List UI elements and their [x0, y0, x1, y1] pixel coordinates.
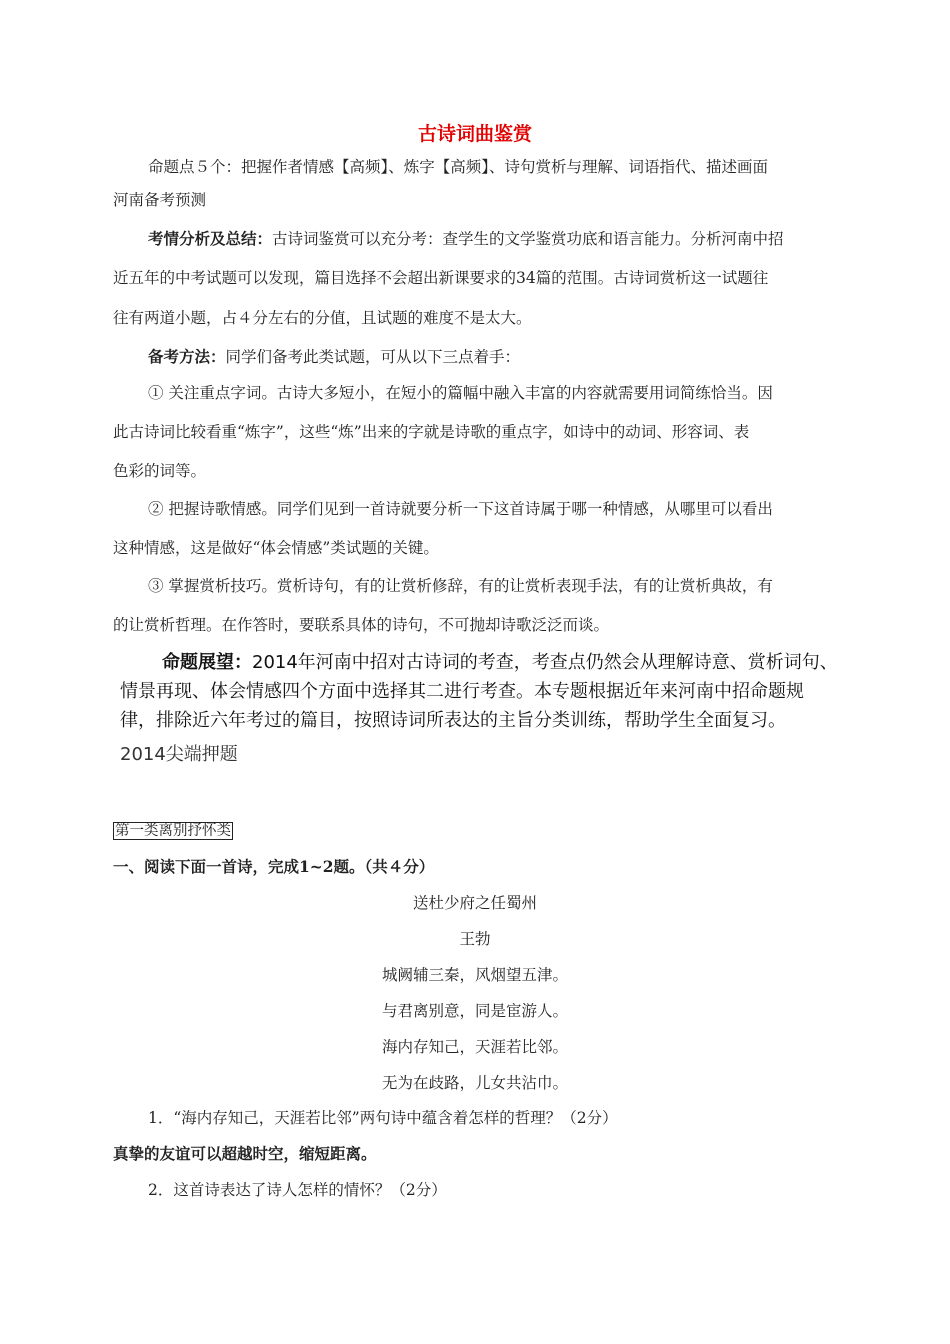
poem-line-4: 无为在歧路，儿女共沾巾。 [381, 1074, 568, 1092]
method-item-1-line-3: 色彩的词等。 [113, 462, 207, 480]
method-item-2-line-2: 这种情感，这是做好“体会情感”类试题的关键。 [113, 539, 439, 557]
method-item-2-line-1: ② 把握诗歌情感。同学们见到一首诗就要分析一下这首诗属于哪一种情感，从哪里可以看出 [148, 500, 773, 518]
method-label: 备考方法： [148, 347, 226, 366]
outlook-label: 命题展望： [162, 652, 252, 673]
question-header: 一、阅读下面一首诗，完成1~2题。（共４分） [113, 857, 435, 876]
poem-title: 送杜少府之任蜀州 [412, 894, 537, 912]
outlook-line-1 [162, 651, 838, 675]
method-item-1-line-2: 此古诗词比较看重“炼字”，这些“炼”出来的字就是诗歌的重点字，如诗中的动词、形容词、表 [113, 423, 750, 441]
forecast-heading: 河南备考预测 [113, 191, 207, 209]
category-heading [113, 820, 233, 841]
analysis-line-1 [148, 229, 784, 249]
method-item-3-line-1: ③ 掌握赏析技巧。赏析诗句，有的让赏析修辞，有的让赏析表现手法，有的让赏析典故，有 [148, 577, 773, 595]
analysis-text: 古诗词鉴赏可以充分考：查学生的文学鉴赏功底和语言能力。分析河南中招 [272, 230, 784, 248]
poem-line-3: 海内存知己，天涯若比邻。 [381, 1038, 568, 1056]
poem-line-2: 与君离别意，同是宦游人。 [381, 1002, 568, 1020]
question-1: 1．“海内存知己，天涯若比邻”两句诗中蕴含着怎样的哲理？（2分） [148, 1109, 618, 1127]
outlook-text: 2014年河南中招对古诗词的考查，考查点仍然会从理解诗意、赏析词句、 [252, 652, 838, 673]
category-label: 第一类离别抒怀类 [115, 823, 231, 839]
method-item-3-line-2: 的让赏析哲理。在作答时，要联系具体的诗句，不可抛却诗歌泛泛而谈。 [113, 616, 610, 634]
answer-1: 真挚的友谊可以超越时空，缩短距离。 [113, 1144, 377, 1163]
analysis-line-3: 往有两道小题，占４分左右的分值，且试题的难度不是太大。 [113, 309, 532, 327]
outlook-line-3: 律，排除近六年考过的篇目，按照诗词所表达的主旨分类训练，帮助学生全面复习。 [120, 710, 786, 731]
analysis-line-2: 近五年的中考试题可以发现，篇目选择不会超出新课要求的34篇的范围。古诗词赏析这一试题往 [113, 269, 769, 287]
page-title: 古诗词曲鉴赏 [417, 123, 532, 145]
method-item-1-line-1: ① 关注重点字词。古诗大多短小，在短小的篇幅中融入丰富的内容就需要用词简练恰当。因 [148, 384, 773, 402]
method-text: 同学们备考此类试题，可从以下三点着手： [225, 348, 521, 366]
analysis-label: 考情分析及总结： [148, 229, 273, 248]
section-title: 2014尖端押题 [120, 744, 238, 765]
poem-author: 王勃 [459, 930, 491, 948]
exam-points: 命题点５个：把握作者情感【高频】、炼字【高频】、诗句赏析与理解、词语指代、描述画面 [148, 158, 769, 176]
question-2: 2．这首诗表达了诗人怎样的情怀？（2分） [148, 1181, 447, 1199]
outlook-line-2: 情景再现、体会情感四个方面中选择其二进行考查。本专题根据近年来河南中招命题规 [120, 681, 804, 702]
method-intro [148, 347, 520, 367]
poem-line-1: 城阙辅三秦，风烟望五津。 [381, 966, 568, 984]
